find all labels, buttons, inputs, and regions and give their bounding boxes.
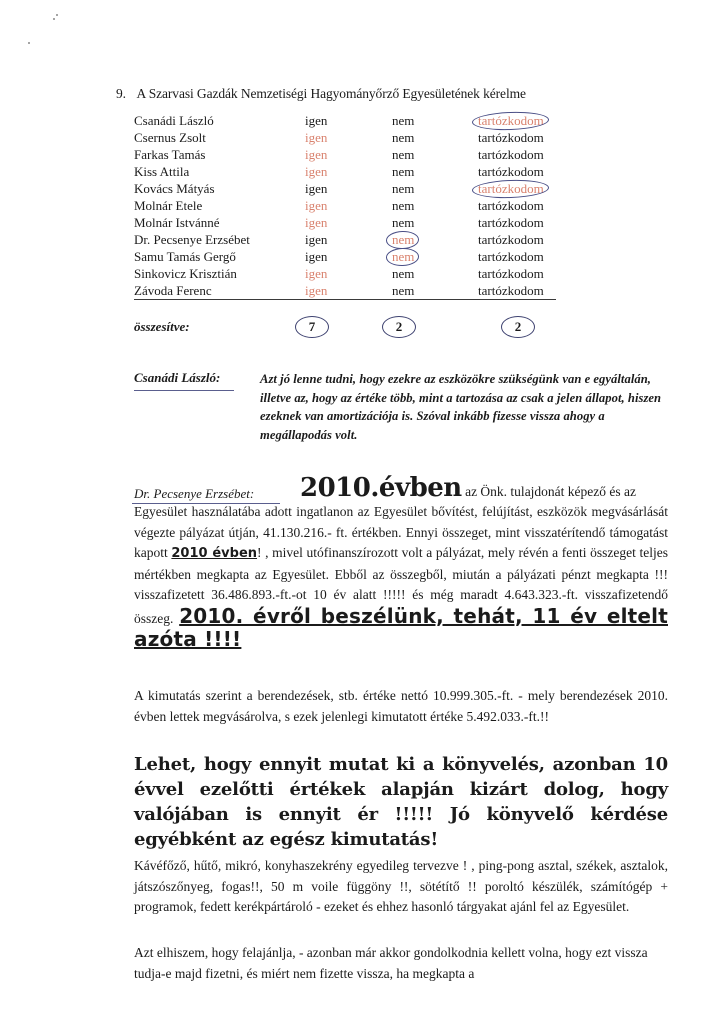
vote-yes: igen [305,181,328,196]
section-title: A Szarvasi Gazdák Nemzetiségi Hagyományőrző Egyesületének kérelme [136,86,526,101]
vote-yes: igen [305,249,328,264]
speaker-name: Csanádi László: [134,370,221,385]
vote-abstain: tartózkodom [478,147,544,162]
paragraph-1-text-b: ! , mivel utófinanszírozott volt a pályázat, mely révén a fenti összeget teljes mértékben megkapta az Egyesület. Ebből az összegből, miután a pályázati pénzt megkapta !!! visszafizetett 36.486.893.-ft.-ot 10 év alatt !!!!! és még maradt 4.643.323.-ft. visszafizetendő összeg. [134,545,668,626]
vote-yes: igen [305,215,328,230]
table-row [134,248,556,265]
vote-no: nem [392,232,415,247]
vote-abstain: tartózkodom [478,113,544,128]
voter-name: Kovács Mátyás [134,181,215,196]
table-row [134,214,556,231]
vote-abstain: tartózkodom [478,181,544,196]
vote-summary [134,316,564,340]
table-row [134,282,556,300]
voter-name: Závoda Ferenc [134,283,212,298]
vote-no: nem [392,130,415,145]
table-row [134,163,556,180]
table-row [134,231,556,248]
paragraph-2: A kimutatás szerint a berendezések, stb. értéke nettó 10.999.305.-ft. - mely berendezések 2010. évben lettek megvásárolva, s ezek jelenlegi kimutatott értéke 5.492.033.-ft.!! [134,688,668,724]
vote-table [134,112,556,300]
pen-underline [134,390,234,391]
vote-abstain: tartózkodom [478,130,544,145]
voter-name: Csernus Zsolt [134,130,206,145]
voter-name: Samu Tamás Gergő [134,249,236,264]
table-row [134,265,556,282]
emphasis-big: 2010. évről beszélünk, tehát, 11 év eltelt azóta !!!! [134,603,668,651]
voter-name: Csanádi László [134,113,214,128]
vote-abstain: tartózkodom [478,164,544,179]
vote-yes: igen [305,113,328,128]
vote-yes: igen [305,232,328,247]
paragraph-5: Azt elhiszem, hogy felajánlja, - azonban már akkor gondolkodnia kellett volna, hogy ezt vissza tudja-e majd fizetni, és miért nem fizette vissza, ha megkapta a [134,945,648,981]
paragraph-1-text-a: Egyesület használatába adott ingatlanon az Egyesület bővítést, felújítást, eszközök megvásárlását végezte pályázat útján, 41.130.216.- ft. értékben. Ennyi összeget, mint visszatérítendő támogatást kapott [134,504,668,560]
vote-no: nem [392,181,415,196]
vote-yes: igen [305,266,328,281]
abstain-total: 2 [501,316,535,338]
voter-name: Molnár Etele [134,198,203,213]
comment-text: Azt jó lenne tudni, hogy ezekre az eszközökre szükségünk van e egyáltalán, illetve az, hogy az értéke több, mint a tartozása az csak a jelen állapot, hiszen ezeknek van amortizációja is. Szóval inkább fizesse vissza ahogy a megállapodás volt. [260,372,662,442]
table-row [134,180,556,197]
scan-speck [28,42,30,44]
scan-speck [56,14,58,16]
vote-abstain: tartózkodom [478,266,544,281]
lead-year: 2010.évben [300,473,462,503]
vote-no: nem [392,215,415,230]
scan-speck [53,18,55,20]
table-row [134,112,556,129]
vote-no: nem [392,113,415,128]
summary-label: összesítve: [134,319,190,334]
table-row [134,197,556,214]
vote-no: nem [392,198,415,213]
vote-abstain: tartózkodom [478,283,544,298]
table-row [134,146,556,163]
emphasis-year: 2010 évben [171,546,258,561]
vote-no: nem [392,283,415,298]
voter-name: Sinkovicz Krisztián [134,266,237,281]
vote-no: nem [392,147,415,162]
vote-no: nem [392,249,415,264]
pen-underline [132,503,280,504]
lead-rest: az Önk. tulajdonát képező és az [465,484,637,499]
paragraph-3-bold: Lehet, hogy ennyit mutat ki a könyvelés, azonban 10 évvel ezelőtti értékek alapján kizárt dolog, hogy valójában is ennyit ér !!!!! Jó könyvelő kérdése egyébként az egész kimutatás! [134,754,668,850]
table-row [134,129,556,146]
voter-name: Molnár Istvánné [134,215,220,230]
vote-yes: igen [305,130,328,145]
vote-yes: igen [305,283,328,298]
vote-abstain: tartózkodom [478,215,544,230]
speaker-name: Dr. Pecsenye Erzsébet: [134,486,255,501]
voter-name: Kiss Attila [134,164,190,179]
paragraph-4: Kávéfőző, hűtő, mikró, konyhaszekrény egyedileg tervezve ! , ping-pong asztal, székek, asztalok, játszószőnyeg, fogas!!, 50 m voile függöny !!, sötétítő !! poroltó készülék, számítógép + programok, fedett kerékpártároló - ezeket és ehhez hasonló tárgyakat ajánl fel az Egyesület. [134,858,668,914]
vote-no: nem [392,164,415,179]
vote-yes: igen [305,147,328,162]
vote-abstain: tartózkodom [478,198,544,213]
voter-name: Farkas Tamás [134,147,206,162]
yes-total: 7 [295,316,329,338]
section-number: 9. [116,86,126,101]
no-total: 2 [382,316,416,338]
vote-abstain: tartózkodom [478,249,544,264]
vote-no: nem [392,266,415,281]
vote-abstain: tartózkodom [478,232,544,247]
voter-name: Dr. Pecsenye Erzsébet [134,232,250,247]
vote-yes: igen [305,164,328,179]
vote-yes: igen [305,198,328,213]
section-heading [116,86,526,102]
